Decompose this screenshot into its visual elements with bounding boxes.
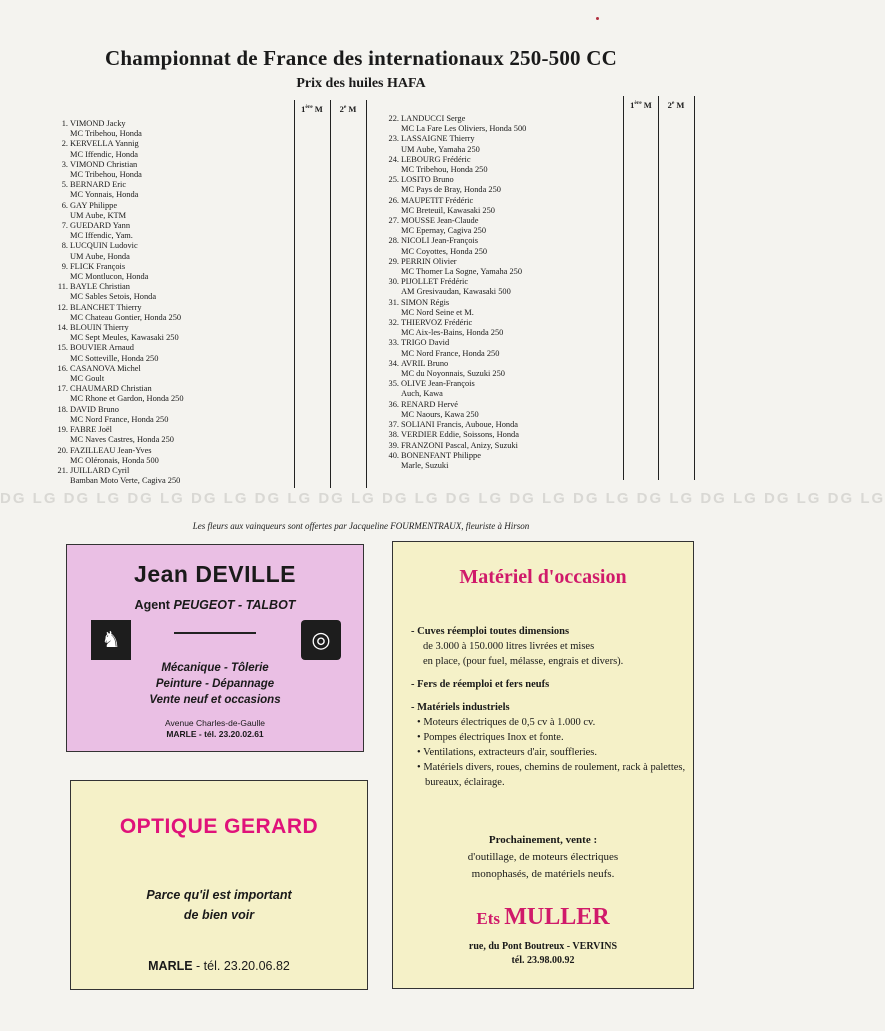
ad-optique-contact: MARLE - tél. 23.20.06.82 — [148, 959, 290, 973]
column-divider — [658, 96, 659, 480]
list-item: 32. THIERVOZ Frédéric MC Aix-les-Bains, Honda 250 — [388, 318, 504, 338]
list-item: 22. LANDUCCI Serge MC La Fare Les Oliviers, Honda 500 — [388, 114, 527, 134]
list-item: 18. DAVID Bruno MC Nord France, Honda 250 — [57, 404, 169, 424]
ad-materiel-occasion — [392, 541, 694, 989]
ad-materiel-title: Matériel d'occasion — [459, 566, 627, 588]
ad-materiel-company: Ets MULLER — [476, 904, 610, 930]
list-item: 35. OLIVE Jean-François Auch, Kawa — [388, 379, 475, 399]
list-item: 3. VIMOND Christian MC Tribehou, Honda — [61, 159, 142, 180]
col-head-second-right: 2e M — [667, 100, 685, 110]
list-item: 12. BLANCHET Thierry MC Chateau Gontier, Honda 250 — [57, 302, 182, 322]
ad-optique-name: OPTIQUE GERARD — [119, 815, 319, 838]
florist-credit: Les fleurs aux vainqueurs sont offertes par Jacqueline FOURMENTRAUX, fleuriste à Hirson — [192, 521, 530, 531]
list-item: 40. BONENFANT Philippe Marle, Suzuki — [388, 450, 481, 470]
list-item: 37. SOLIANI Francis, Auboue, Honda — [388, 420, 518, 430]
ad-optique-slogan: Parce qu'il est important de bien voir — [146, 888, 292, 922]
list-item: 23. LASSAIGNE Thierry UM Aube, Yamaha 250 — [388, 134, 480, 154]
list-item: 9. FLICK François MC Montlucon, Honda — [61, 261, 149, 282]
ad-deville-name: Jean DEVILLE — [134, 561, 296, 587]
list-item: 2. KERVELLA Yannig MC Iffendic, Honda — [61, 139, 139, 159]
watermark: DG LG DG LG DG LG DG LG DG LG DG LG DG LG DG LG DG LG DG LG DG LG DG LG DG LG DG LG — [0, 490, 885, 507]
list-item: 16. CASANOVA Michel MC Goult — [57, 363, 141, 384]
list-item: 14. BLOUIN Thierry MC Sept Meules, Kawasaki 250 — [57, 323, 179, 343]
list-item: 5. BERNARD Eric MC Yonnais, Honda — [61, 180, 139, 200]
list-item: 7. GUEDARD Yann MC Iffendic, Yam. — [61, 221, 133, 241]
ad-materiel-address: rue, du Pont Boutreux - VERVINS tél. 23.98.00.92 — [468, 941, 618, 966]
list-item: 36. RENARD Hervé MC Naours, Kawa 250 — [388, 399, 479, 419]
list-item: 39. FRANZONI Pascal, Anizy, Suzuki — [388, 440, 518, 450]
column-divider — [623, 96, 624, 480]
list-item: 27. MOUSSE Jean-Claude MC Epernay, Cagiva 250 — [388, 216, 487, 236]
list-item: 28. NICOLI Jean-François MC Coyottes, Honda 250 — [388, 236, 488, 256]
peugeot-lion-icon: ♞ — [91, 620, 131, 660]
ad-optique-gerard — [70, 780, 368, 990]
list-item: 34. AVRIL Bruno MC du Noyonnais, Suzuki 250 — [388, 358, 505, 379]
list-item: • Pompes électriques Inox et fonte. — [411, 730, 689, 745]
list-item: 30. PIJOLLET Frédéric AM Gresivaudan, Kawasaki 500 — [388, 277, 511, 297]
list-item: 29. PERRIN Olivier MC Thomer La Sogne, Yamaha 250 — [388, 256, 523, 277]
page-subtitle: Prix des huiles HAFA — [296, 76, 426, 91]
list-item: 24. LEBOURG Frédéric MC Tribehou, Honda 250 — [388, 154, 488, 175]
col-head-first-right: 1ère M — [630, 100, 652, 110]
list-item: 6. GAY Philippe UM Aube, KTM — [61, 200, 127, 220]
col-head-second-left: 2e M — [339, 104, 357, 114]
column-divider — [294, 100, 295, 488]
ad-deville-agent: Agent PEUGEOT - TALBOT — [134, 598, 296, 612]
list-item: 17. CHAUMARD Christian MC Rhone et Gardon, Honda 250 — [57, 384, 184, 404]
column-divider — [366, 100, 367, 488]
ad-materiel-prochain: Prochainement, vente : d'outillage, de moteurs électriques monophasés, de matériels neufs. — [467, 834, 619, 880]
list-item: 33. TRIGO David MC Nord France, Honda 250 — [388, 338, 500, 358]
list-item: 8. LUCQUIN Ludovic UM Aube, Honda — [61, 241, 138, 261]
list-item: 19. FABRE Joël MC Naves Castres, Honda 250 — [57, 425, 174, 445]
list-item: • Moteurs électriques de 0,5 cv à 1.000 cv. — [411, 715, 689, 730]
page-title: Championnat de France des internationaux 250-500 CC — [105, 46, 617, 70]
list-item: 38. VERDIER Eddie, Soissons, Honda — [388, 430, 519, 440]
print-speck — [596, 17, 599, 20]
list-item: • Ventilations, extracteurs d'air, souffleries. — [411, 745, 689, 760]
ad-deville-services: Mécanique - Tôlerie Peinture - Dépannage Vente neuf et occasions — [149, 662, 281, 706]
ad-deville-address: Avenue Charles-de-Gaulle MARLE - tél. 23.20.02.61 — [164, 718, 265, 739]
talbot-logo-icon: ◎ — [301, 620, 341, 660]
column-divider — [330, 100, 331, 488]
column-divider — [694, 96, 695, 480]
list-item: • Matériels divers, roues, chemins de roulement, rack à palettes, bureaux, éclairage. — [411, 760, 689, 790]
roster-left — [54, 119, 184, 486]
list-item: 15. BOUVIER Arnaud MC Sotteville, Honda 250 — [57, 343, 159, 363]
list-item: 26. MAUPETIT Frédéric MC Breteuil, Kawasaki 250 — [388, 195, 495, 215]
list-item: 31. SIMON Régis MC Nord Seine et M. — [388, 297, 474, 317]
ad-materiel-body: - Cuves réemploi toutes dimensions de 3.000 à 150.000 litres livrées et mises en place, (pour fuel, mélasse, engrais et divers). - Fers de réemploi et fers neufs - Matériels industriels • Moteurs électriques de 0,5 cv à 1.000 cv. • Pompes électriques Inox et fonte. • Ventilations, extracteurs d'air, souffleries. • Matériels divers, roues, chemins de roulement, rack à palettes, bureaux, éclairage. — [411, 624, 689, 790]
list-item: 20. FAZILLEAU Jean-Yves MC Oléronais, Honda 500 — [57, 445, 159, 465]
list-item: 25. LOSITO Bruno MC Pays de Bray, Honda 250 — [388, 175, 501, 195]
list-item: 21. JUILLARD Cyril Bamban Moto Verte, Cagiva 250 — [57, 465, 181, 486]
roster-right — [384, 114, 526, 471]
divider — [174, 632, 256, 634]
col-head-first-left: 1ère M — [301, 104, 323, 114]
list-item: 1. VIMOND Jacky MC Tribehou, Honda — [61, 119, 142, 139]
ad-jean-deville — [66, 544, 364, 752]
list-item: 11. BAYLE Christian MC Sables Setois, Honda — [57, 282, 157, 302]
